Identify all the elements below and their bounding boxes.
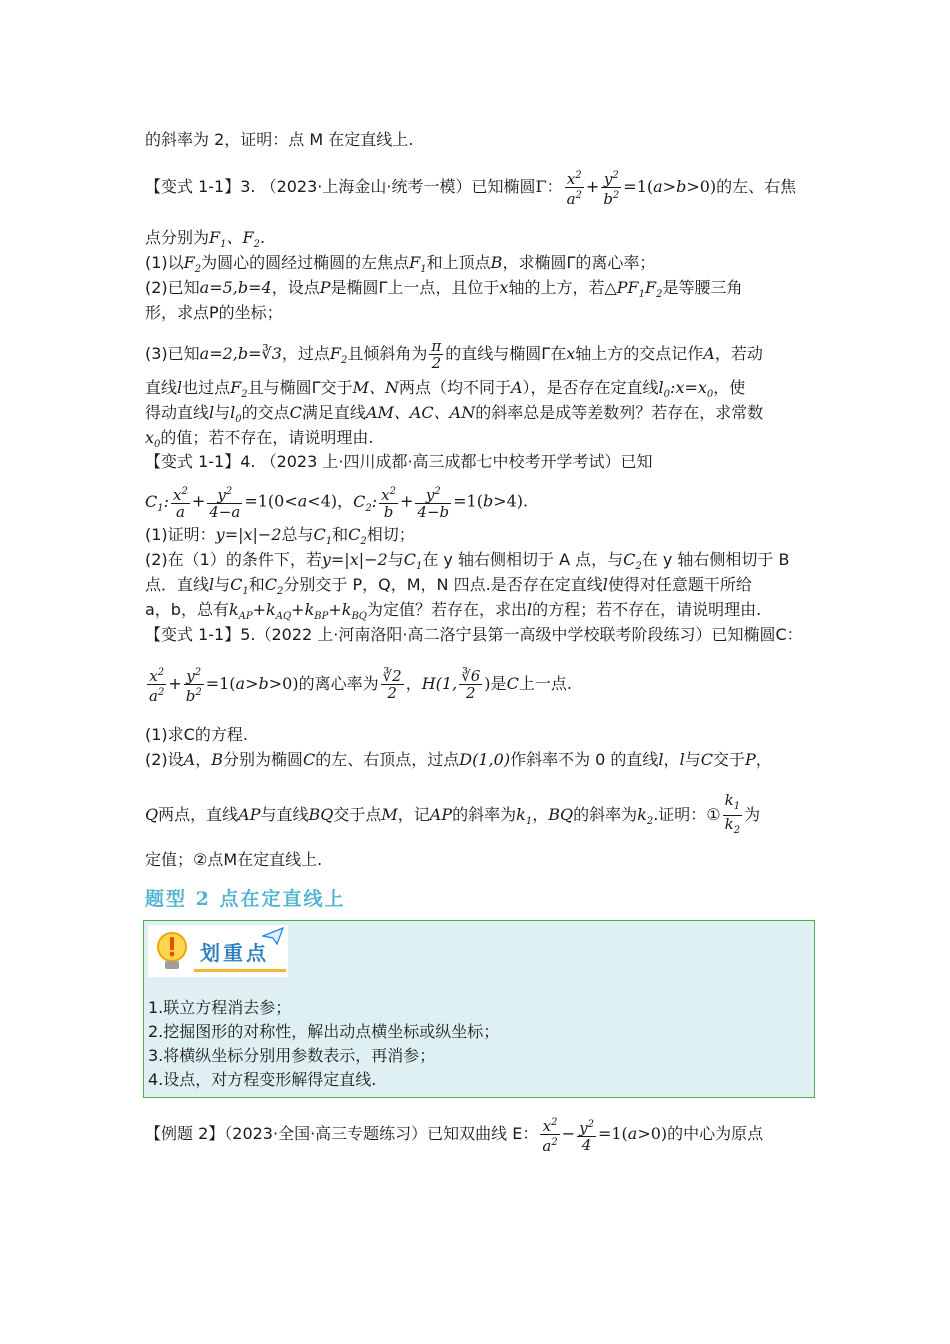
text: 与 [214, 575, 231, 594]
text: (3)已知 [145, 344, 200, 363]
badge-underline [194, 969, 286, 972]
math: $PF_1F_2$ [616, 278, 663, 301]
math-frac: $\frac{y^2}{4-a}$ [209, 486, 241, 521]
math: =1(a>b>0) [623, 177, 717, 196]
text: 点分别为 [145, 228, 210, 247]
math: $k_1$ [516, 805, 533, 828]
math: $C_1$: [145, 491, 170, 514]
text: (2)设 [145, 750, 184, 769]
math: =1(0<a<4)， [244, 491, 354, 511]
math: y=|x|−2 [215, 525, 282, 544]
math: l [602, 575, 608, 594]
math: a=2,b=∛3 [199, 344, 282, 363]
math-frac: $\frac{y^2}{b^2}$ [603, 170, 620, 208]
math: $F_1$ [409, 253, 427, 276]
paper-plane-icon [262, 927, 284, 945]
math-line: $\frac{x^2}{a^2}$ + $\frac{y^2}{b^2}$ =1(a>b>0)的离心率为 $\frac{∛2}{2}$ ，H(1, $\frac{∛6}{2}$ )是C上一点. [149, 667, 572, 705]
badge-label: 划重点 [200, 941, 269, 965]
section-title: 题型 2 点在定直线上 [145, 888, 346, 910]
key-points-box [143, 920, 815, 1098]
math: $C_2$: [353, 491, 378, 514]
math: x [566, 344, 576, 363]
text: 定值；②点M在定直线上. [145, 850, 323, 869]
math: $F_1$、$F_2$. [209, 228, 266, 251]
text: 的方程；若不存在，请说明理由. [532, 600, 762, 619]
text: 分别交于 P，Q，M，N 四点.是否存在定直线 [283, 575, 603, 594]
text: (2)在（1）的条件下，若 [145, 550, 322, 569]
math-frac: $\frac{y^2}{4-b}$ [417, 486, 450, 521]
text-line [145, 850, 810, 870]
text: 且倾斜角为 [347, 344, 428, 363]
text: ，求椭圆Γ的离心率； [502, 253, 656, 272]
math: BQ [548, 805, 574, 824]
math-frac: $\frac{x^2}{b}$ [381, 486, 396, 521]
text: 直线 [145, 378, 178, 397]
math: $F_2$ [183, 253, 202, 276]
text: 相切； [366, 525, 415, 544]
text: 轴的上方，若△ [508, 278, 617, 297]
text: 为定值？若存在，求出 [367, 600, 528, 619]
math: $k_{AP}+k_{AQ}+k_{BP}+k_{BQ}$ [228, 600, 367, 623]
key-point-item: 3.将横纵坐标分别用参数表示，再消参； [148, 1046, 436, 1065]
text-line [145, 403, 810, 430]
text: 是椭圆Γ上一点，且位于 [330, 278, 500, 297]
math: A [510, 378, 523, 397]
math: =1(a>b>0) [205, 674, 299, 693]
text: 【变式 1-1】3. （2023·上海金山·统考一模）已知椭圆 [145, 177, 536, 196]
text: 【变式 1-1】4. （2023 上·四川成都·高三成都七中校考开学考试）已知 [145, 452, 653, 471]
text: 轴上方的交点记作 [575, 344, 704, 363]
text: 是等腰三角 [662, 278, 743, 297]
math: A [183, 750, 196, 769]
text-line [145, 278, 810, 305]
problem-4-line [145, 452, 810, 472]
text-line [145, 550, 810, 577]
text: 与 [387, 550, 404, 569]
math-frac: $\frac{y^2}{4}$ [579, 1118, 594, 1154]
text-line [145, 338, 810, 371]
math: B [211, 750, 224, 769]
text-line [145, 228, 810, 255]
math: AP [238, 805, 261, 824]
text: 分别为椭圆 [223, 750, 304, 769]
math: ) [484, 674, 491, 693]
math-frac: $\frac{x^2}{a}$ [173, 486, 188, 521]
text: 与直线 [260, 805, 309, 824]
math: $C_2$ [348, 525, 367, 548]
text: 的左、右焦 [716, 177, 797, 196]
math: l [658, 750, 664, 769]
text-line [145, 575, 810, 602]
math: =1(b>4). [453, 491, 529, 511]
text: (2)已知 [145, 278, 200, 297]
math: $l_0$ [230, 403, 242, 426]
text: ，过点 [281, 344, 330, 363]
math: BQ [308, 805, 334, 824]
text-line [145, 303, 810, 323]
text: 与 [684, 750, 701, 769]
math: $C_1$ [403, 550, 423, 573]
text-line [145, 525, 810, 552]
text: 【例题 2】（2023·全国·高三专题练习）已知双曲线 E： [145, 1124, 539, 1143]
text: 在 y 轴右侧相切于 B [641, 550, 790, 569]
text: 交于 [712, 750, 745, 769]
text: 的斜率为 [452, 805, 517, 824]
text: ，若动 [714, 344, 763, 363]
text: 【变式 1-1】5.（2022 上·河南洛阳·高二洛宁县第一高级中学校联考阶段练习）已知椭圆C： [145, 625, 803, 644]
text: ， [663, 750, 680, 769]
text-line [145, 378, 810, 405]
text: 的斜率总是成等差数列？若存在，求常数 [475, 403, 764, 422]
math: H(1, [421, 674, 458, 693]
math: l [527, 600, 533, 619]
text: 两点，直线 [158, 805, 239, 824]
text: 上一点. [518, 674, 572, 693]
text: 满足直线 [301, 403, 366, 422]
math: $l_0:x=x_0$ [658, 378, 714, 401]
text: a，b，总有 [145, 600, 229, 619]
text: 和上顶点 [426, 253, 491, 272]
math: C [700, 750, 713, 769]
key-point-item: 2.挖掘图形的对称性，解出动点横坐标或纵坐标； [148, 1022, 500, 1041]
math: AM、AC、AN [365, 403, 476, 422]
math-frac: $\frac{k_1}{k_2}$ [724, 791, 741, 836]
math-frac: $\frac{∛2}{2}$ [382, 667, 402, 702]
text: 的中心为原点 [667, 1124, 764, 1143]
text: ，记 [397, 805, 430, 824]
text: (1)证明： [145, 525, 216, 544]
text: 的斜率为 [573, 805, 638, 824]
text: 的左、右顶点，过点 [315, 750, 460, 769]
math-frac: $\frac{\pi}{2}$ [431, 337, 442, 372]
problem-5-line [145, 625, 810, 645]
lightbulb-icon [150, 927, 194, 977]
text: 和 [248, 575, 265, 594]
text: 的斜率为 2，证明：点 M 在定直线上. [145, 130, 414, 149]
text: 为 [744, 805, 761, 824]
math: l [177, 378, 183, 397]
math: B [490, 253, 503, 272]
text: ，设点 [271, 278, 320, 297]
text: 形，求点P的坐标； [145, 303, 283, 322]
math: l [209, 403, 215, 422]
text: 交于点 [333, 805, 382, 824]
math-frac: $\frac{∛6}{2}$ [461, 667, 481, 702]
math: Q [145, 805, 159, 824]
text: ，使 [713, 378, 746, 397]
math: C [303, 750, 316, 769]
text: 的值；若不存在，请说明理由. [160, 428, 374, 447]
text: 且与椭圆Γ交于 [247, 378, 353, 397]
text: ， [755, 750, 772, 769]
math: $C_1$ [313, 525, 333, 548]
text-line [145, 600, 810, 627]
math: a=5,b=4 [199, 278, 272, 297]
text-line [145, 130, 810, 150]
text: 为圆心的圆经过椭圆的左焦点 [201, 253, 410, 272]
text-line [145, 792, 810, 839]
key-point-item: 4.设点，对方程变形解得定直线. [148, 1070, 377, 1089]
text: 是 [490, 674, 507, 693]
text: 也过点 [182, 378, 231, 397]
math: $k_2$ [637, 805, 654, 828]
text: ， [532, 805, 549, 824]
key-point-item: 1.联立方程消去参； [148, 998, 292, 1017]
math: M [381, 805, 398, 824]
math: P [744, 750, 756, 769]
math: D(1,0) [459, 750, 511, 769]
math: $F_2$ [230, 378, 248, 401]
text: 得动直线 [145, 403, 210, 422]
math: $C_2$ [264, 575, 284, 598]
math: C [506, 674, 519, 693]
text: (1)以 [145, 253, 184, 272]
math: C [289, 403, 302, 422]
math-frac: $\frac{x^2}{a^2}$ [149, 667, 165, 705]
text: ， [195, 750, 212, 769]
math: $x_0$ [145, 428, 161, 451]
text-line [145, 750, 810, 770]
text: 和 [332, 525, 349, 544]
text: 两点（均不同于 [398, 378, 511, 397]
math: $C_1$ [230, 575, 249, 598]
math-line: $C_1$: $\frac{x^2}{a}$ + $\frac{y^2}{4-a}$ =1(0<a<4)，$C_2$: $\frac{x^2}{b}$ + $\frac{y^2}{4-b}$ =1(b>4). [145, 486, 529, 521]
key-points-badge [148, 925, 288, 977]
text: 在 y 轴右侧相切于 A 点，与 [422, 550, 624, 569]
problem-3-line: 【变式 1-1】3. （2023·上海金山·统考一模）已知椭圆Γ： $\frac{x^2}{a^2}$ + $\frac{y^2}{b^2}$ =1(a>b>0)的左、右焦 [145, 170, 797, 208]
text: 的直线与椭圆Γ在 [445, 344, 567, 363]
math: M、N [352, 378, 399, 397]
text: 作斜率不为 0 的直线 [510, 750, 659, 769]
math: AP [429, 805, 453, 824]
math: x [499, 278, 509, 297]
math: Γ： [535, 177, 563, 196]
text: ），是否存在定直线 [522, 378, 659, 397]
math: A [703, 344, 715, 363]
text: 点．直线 [145, 575, 210, 594]
text: (1)求C的方程. [145, 725, 248, 744]
text: 的交点 [241, 403, 290, 422]
text-line [145, 253, 810, 280]
math-frac: $\frac{x^2}{a^2}$ [542, 1117, 558, 1155]
math: y=|x|−2 [321, 550, 388, 569]
math: $F_2$ [329, 344, 348, 367]
text: 总与 [281, 525, 314, 544]
math: =1(a>0) [597, 1124, 668, 1143]
text: ， [405, 674, 422, 693]
example-2-line: 【例题 2】（2023·全国·高三专题练习）已知双曲线 E： $\frac{x^2}{a^2}$ − $\frac{y^2}{4}$ =1(a>0)的中心为原点 [145, 1117, 764, 1155]
text: .证明：① [653, 805, 721, 824]
text: 使得对任意题干所给 [607, 575, 752, 594]
text: 的离心率为 [298, 674, 379, 693]
text-line [145, 725, 810, 745]
math: l [209, 575, 215, 594]
text: 与 [214, 403, 231, 422]
math: $C_2$ [623, 550, 642, 573]
math-frac: $\frac{y^2}{b^2}$ [185, 667, 202, 705]
math-frac: $\frac{x^2}{a^2}$ [566, 170, 582, 208]
math: l [679, 750, 685, 769]
math: P [319, 278, 331, 297]
